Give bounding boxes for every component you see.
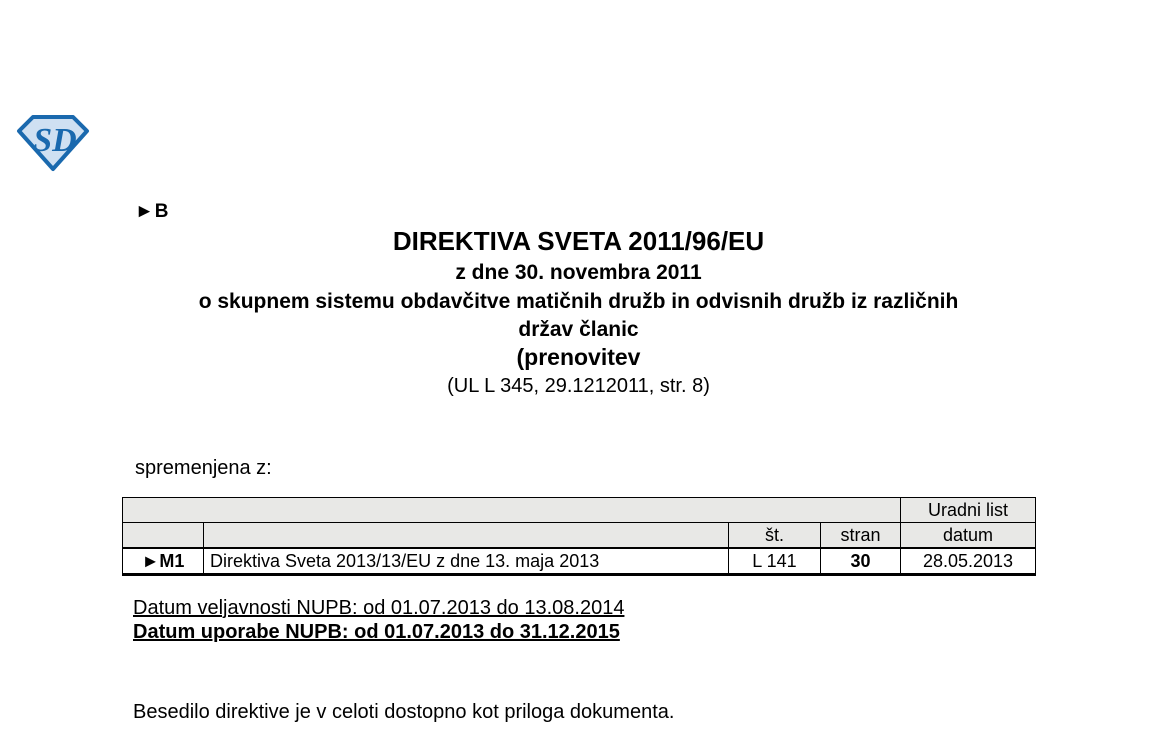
availability-note: Besedilo direktive je v celoti dostopno kot priloga dokumenta. (133, 701, 675, 723)
document-date-line: z dne 30. novembra 2011 (455, 261, 702, 284)
group-header-uradni-list: Uradni list (901, 498, 1036, 523)
column-header-empty-1 (123, 523, 204, 549)
document-reference-line: (UL L 345, 29.1212011, str. 8) (447, 375, 710, 397)
amendment-number: L 141 (729, 548, 821, 575)
column-header-date: datum (901, 523, 1036, 549)
base-act-marker: ►B (135, 201, 170, 222)
document-recast-line: (prenovitev (516, 344, 641, 370)
document-subject-line-2: držav članic (518, 318, 639, 341)
amendments-table (122, 497, 1036, 576)
group-header-spacer (123, 498, 901, 523)
amendment-row (123, 548, 1036, 575)
amendment-marker: ►M1 (123, 548, 204, 575)
amended-by-label: spremenjena z: (135, 457, 272, 479)
application-date-line: Datum uporabe NUPB: od 01.07.2013 do 31.12.2015 (133, 621, 620, 643)
amendment-act-title: Direktiva Sveta 2013/13/EU z dne 13. maja 2013 (204, 548, 729, 575)
column-header-page: stran (821, 523, 901, 549)
amendment-date: 28.05.2013 (901, 548, 1036, 575)
column-header-empty-2 (204, 523, 729, 549)
amendment-page: 30 (821, 548, 901, 575)
document-title: DIREKTIVA SVETA 2011/96/EU (392, 226, 765, 256)
validity-date-line: Datum veljavnosti NUPB: od 01.07.2013 do 13.08.2014 (133, 597, 625, 619)
column-header-number: št. (729, 523, 821, 549)
document-subject-line-1: o skupnem sistemu obdavčitve matičnih družb in odvisnih družb iz različnih (198, 290, 959, 313)
table-column-header-row (123, 523, 1036, 549)
logo-letters: SD (33, 122, 77, 159)
sd-logo-icon (14, 114, 92, 172)
table-group-header-row (123, 498, 1036, 523)
